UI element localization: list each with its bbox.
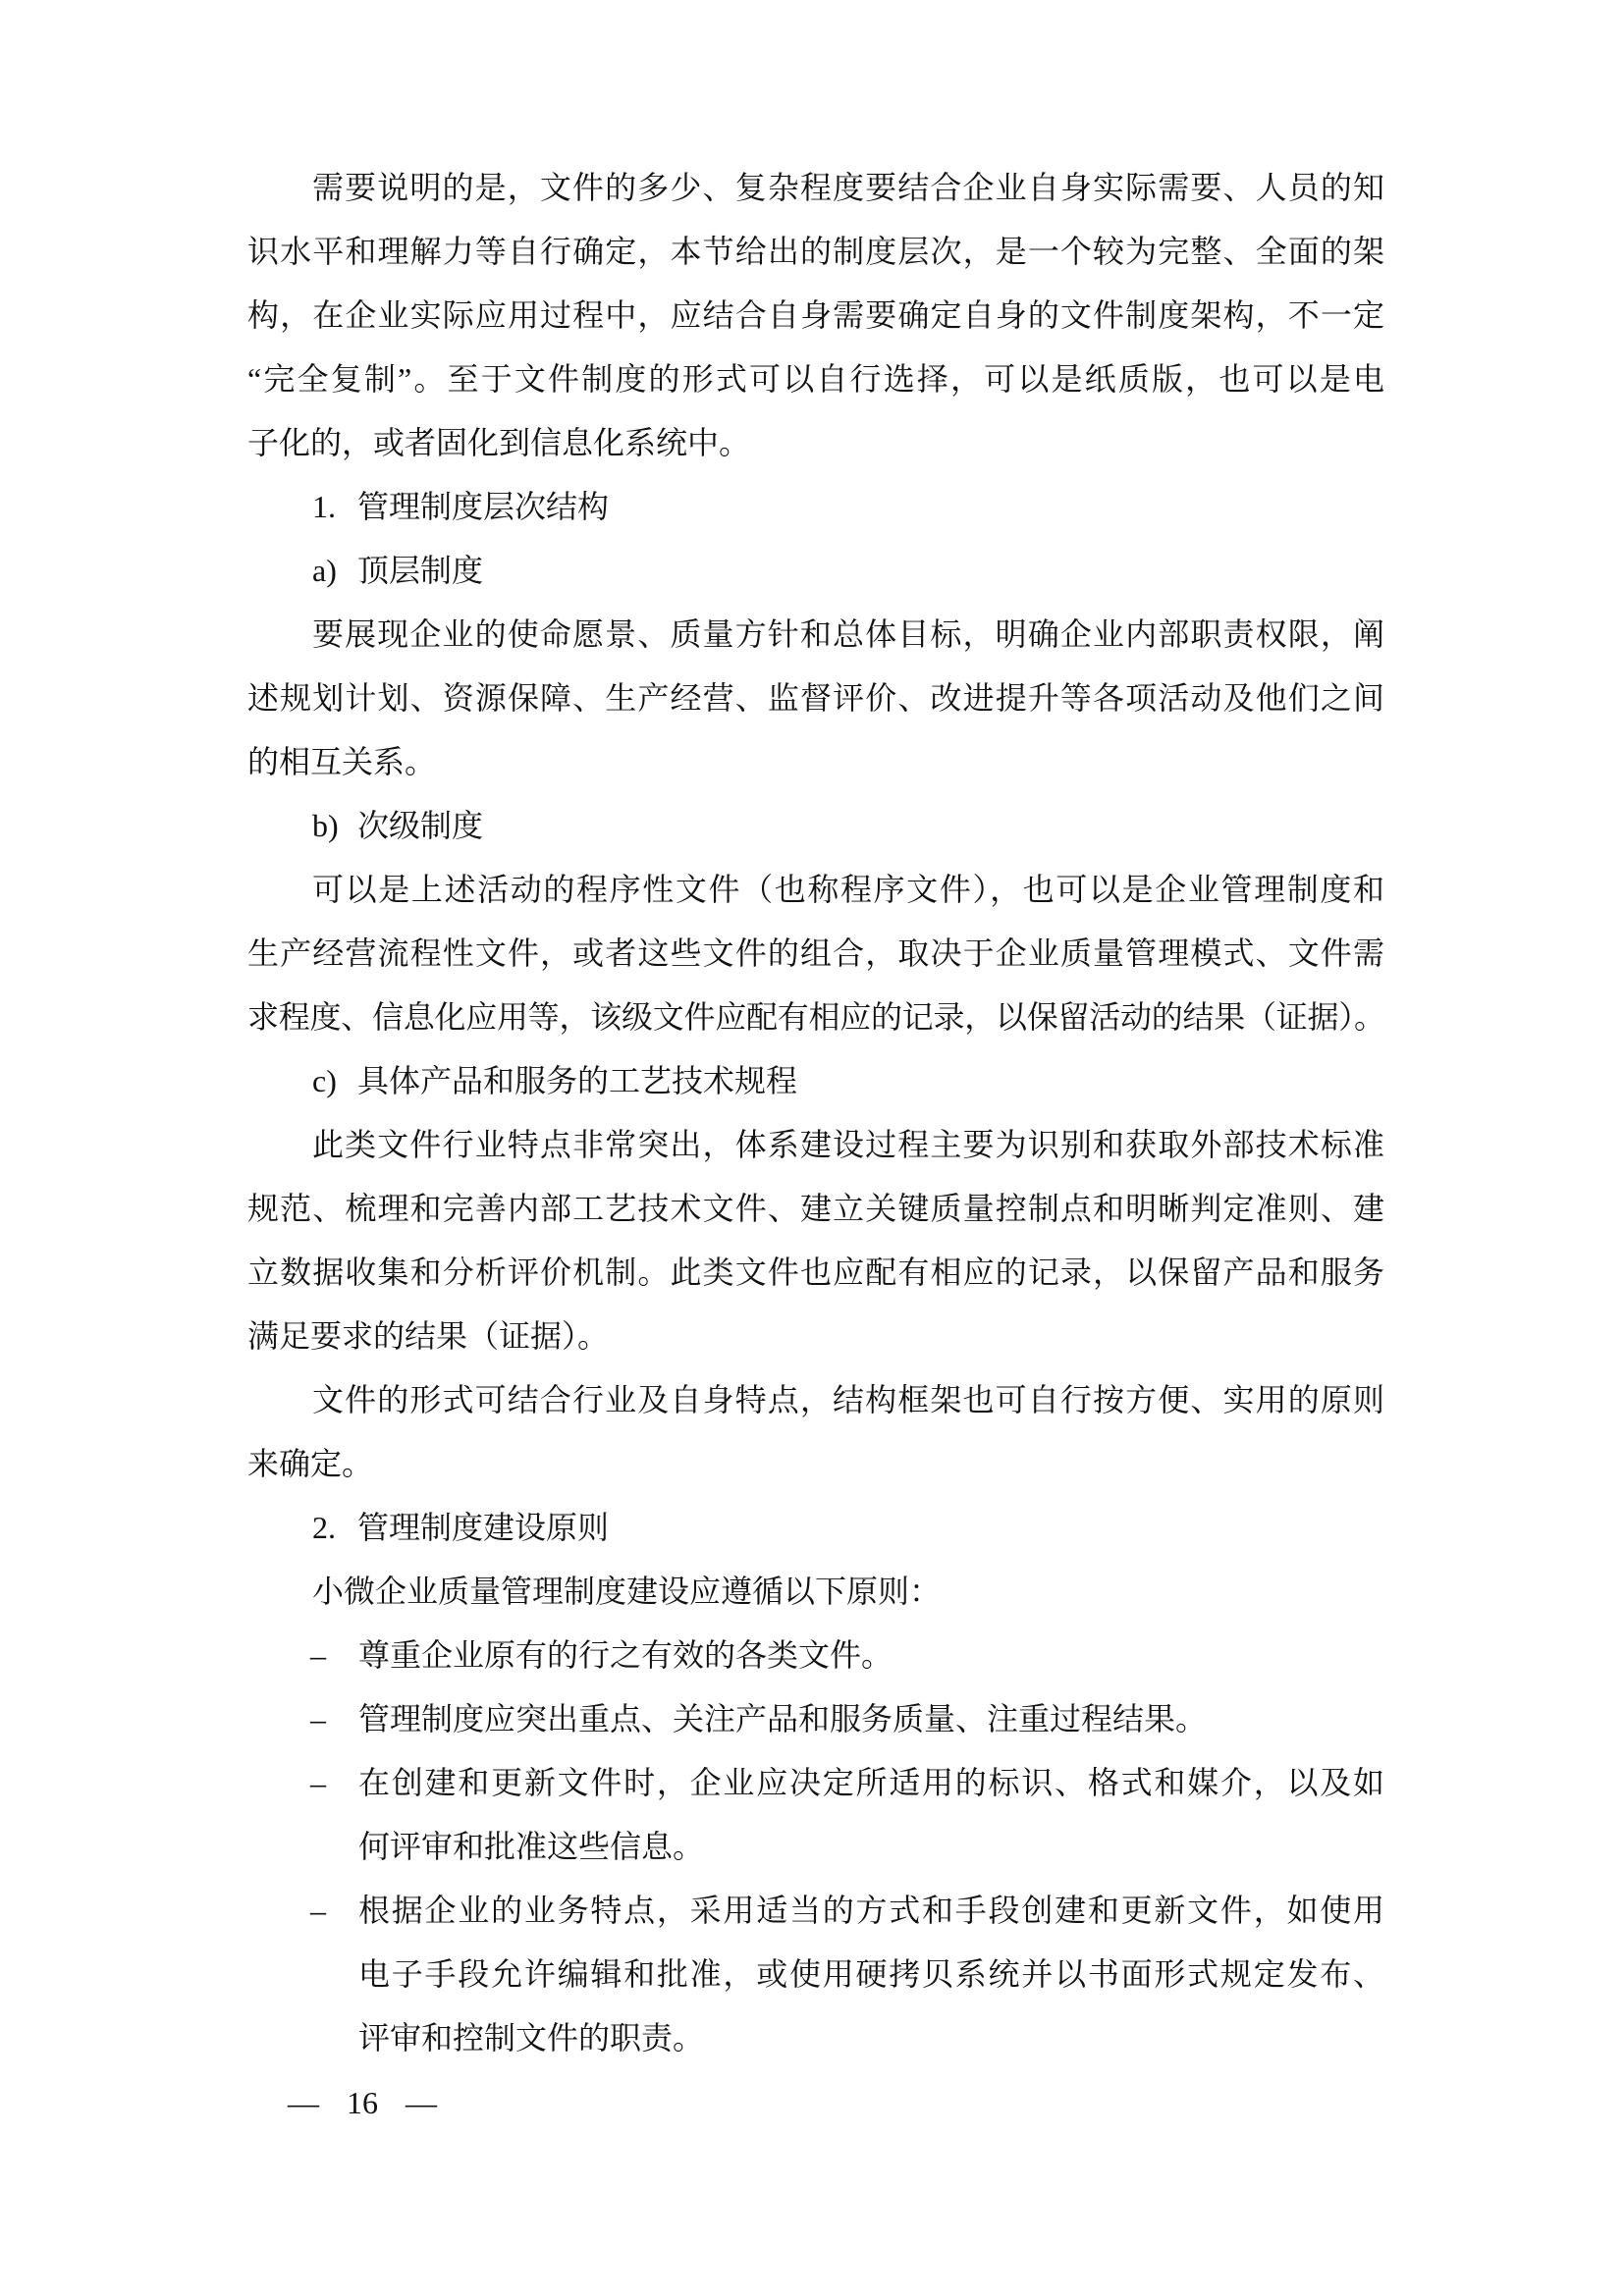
text-line <box>247 922 1384 986</box>
line-text: 的相互关系。 <box>247 744 437 779</box>
line-text: 根据企业的业务特点，采用适当的方式和手段创建和更新文件，如使用 <box>358 1893 1384 1928</box>
list-item-line <box>247 794 1384 858</box>
text-line <box>247 1305 1384 1368</box>
list-label: 2. <box>312 1510 336 1545</box>
list-item-line <box>247 539 1384 603</box>
line-text: 次级制度 <box>357 808 484 843</box>
line-text: 来确定。 <box>247 1446 374 1481</box>
bullet-dash: – <box>310 1701 326 1736</box>
text-line <box>247 2006 1384 2070</box>
list-item-line <box>247 1496 1384 1560</box>
text-line <box>247 1177 1384 1241</box>
line-text: 可以是上述活动的程序性文件（也称程序文件），也可以是企业管理制度和 <box>312 872 1384 907</box>
list-label: 1. <box>312 489 336 524</box>
list-label: b) <box>312 808 339 843</box>
line-text: 评审和控制文件的职责。 <box>358 2020 705 2056</box>
text-line <box>247 1560 1384 1624</box>
line-text: 何评审和批准这些信息。 <box>358 1829 705 1864</box>
line-text: 需要说明的是，文件的多少、复杂程度要结合企业自身实际需要、人员的知 <box>312 170 1384 205</box>
bullet-line <box>247 1687 1384 1751</box>
text-line <box>247 1943 1384 2006</box>
line-text: 求程度、信息化应用等，该级文件应配有相应的记录，以保留活动的结果（证据）。 <box>247 999 1384 1035</box>
list-label: a) <box>312 553 337 588</box>
line-text: “完全复制”。至于文件制度的形式可以自行选择，可以是纸质版，也可以是电 <box>247 361 1384 397</box>
page-footer <box>288 2083 437 2122</box>
line-text: 尊重企业原有的行之有效的各类文件。 <box>358 1637 893 1673</box>
text-line <box>247 347 1384 411</box>
line-text: 规范、梳理和完善内部工艺技术文件、建立关键质量控制点和明晰判定准则、建 <box>247 1191 1384 1226</box>
list-item-line <box>247 475 1384 539</box>
text-line <box>247 730 1384 794</box>
bullet-dash: – <box>310 1765 326 1800</box>
text-line <box>247 220 1384 284</box>
line-text: 满足要求的结果（证据）。 <box>247 1318 610 1354</box>
text-line <box>247 986 1384 1049</box>
line-text: 小微企业质量管理制度建设应遵循以下原则： <box>312 1574 942 1609</box>
line-text: 此类文件行业特点非常突出，体系建设过程主要为识别和获取外部技术标准 <box>312 1127 1384 1162</box>
text-column <box>247 156 1384 2070</box>
list-item-line <box>247 1049 1384 1113</box>
line-text: 管理制度建设原则 <box>357 1510 610 1545</box>
bullet-line <box>247 1879 1384 1943</box>
page-number: — 16 — <box>288 2085 437 2120</box>
line-text: 电子手段允许编辑和批准，或使用硬拷贝系统并以书面形式规定发布、 <box>358 1956 1384 1992</box>
line-text: 顶层制度 <box>357 553 484 588</box>
line-text: 生产经营流程性文件，或者这些文件的组合，取决于企业质量管理模式、文件需 <box>247 935 1384 971</box>
text-line <box>247 1113 1384 1177</box>
text-line <box>247 1368 1384 1432</box>
line-text: 构，在企业实际应用过程中，应结合自身需要确定自身的文件制度架构，不一定 <box>247 297 1384 333</box>
line-text: 文件的形式可结合行业及自身特点，结构框架也可自行按方便、实用的原则 <box>312 1382 1384 1417</box>
line-text: 具体产品和服务的工艺技术规程 <box>357 1063 798 1098</box>
line-text: 在创建和更新文件时，企业应决定所适用的标识、格式和媒介，以及如 <box>358 1765 1384 1800</box>
line-text: 述规划计划、资源保障、生产经营、监督评价、改进提升等各项活动及他们之间 <box>247 680 1384 716</box>
text-line <box>247 1432 1384 1496</box>
line-text: 子化的，或者固化到信息化系统中。 <box>247 425 751 460</box>
bullet-dash: – <box>310 1637 326 1673</box>
line-text: 管理制度层次结构 <box>357 489 610 524</box>
line-text: 要展现企业的使命愿景、质量方针和总体目标，明确企业内部职责权限，阐 <box>312 616 1384 652</box>
bullet-line <box>247 1751 1384 1815</box>
text-line <box>247 603 1384 667</box>
bullet-line <box>247 1624 1384 1687</box>
list-label: c) <box>312 1063 337 1098</box>
text-line <box>247 1815 1384 1879</box>
text-line <box>247 858 1384 922</box>
bullet-dash: – <box>310 1893 326 1928</box>
line-text: 管理制度应突出重点、关注产品和服务质量、注重过程结果。 <box>358 1701 1208 1736</box>
line-text: 立数据收集和分析评价机制。此类文件也应配有相应的记录，以保留产品和服务 <box>247 1255 1384 1290</box>
text-line <box>247 667 1384 730</box>
text-line <box>247 1241 1384 1305</box>
text-line <box>247 284 1384 347</box>
line-text: 识水平和理解力等自行确定，本节给出的制度层次，是一个较为完整、全面的架 <box>247 234 1384 269</box>
text-line <box>247 156 1384 220</box>
text-line <box>247 411 1384 475</box>
